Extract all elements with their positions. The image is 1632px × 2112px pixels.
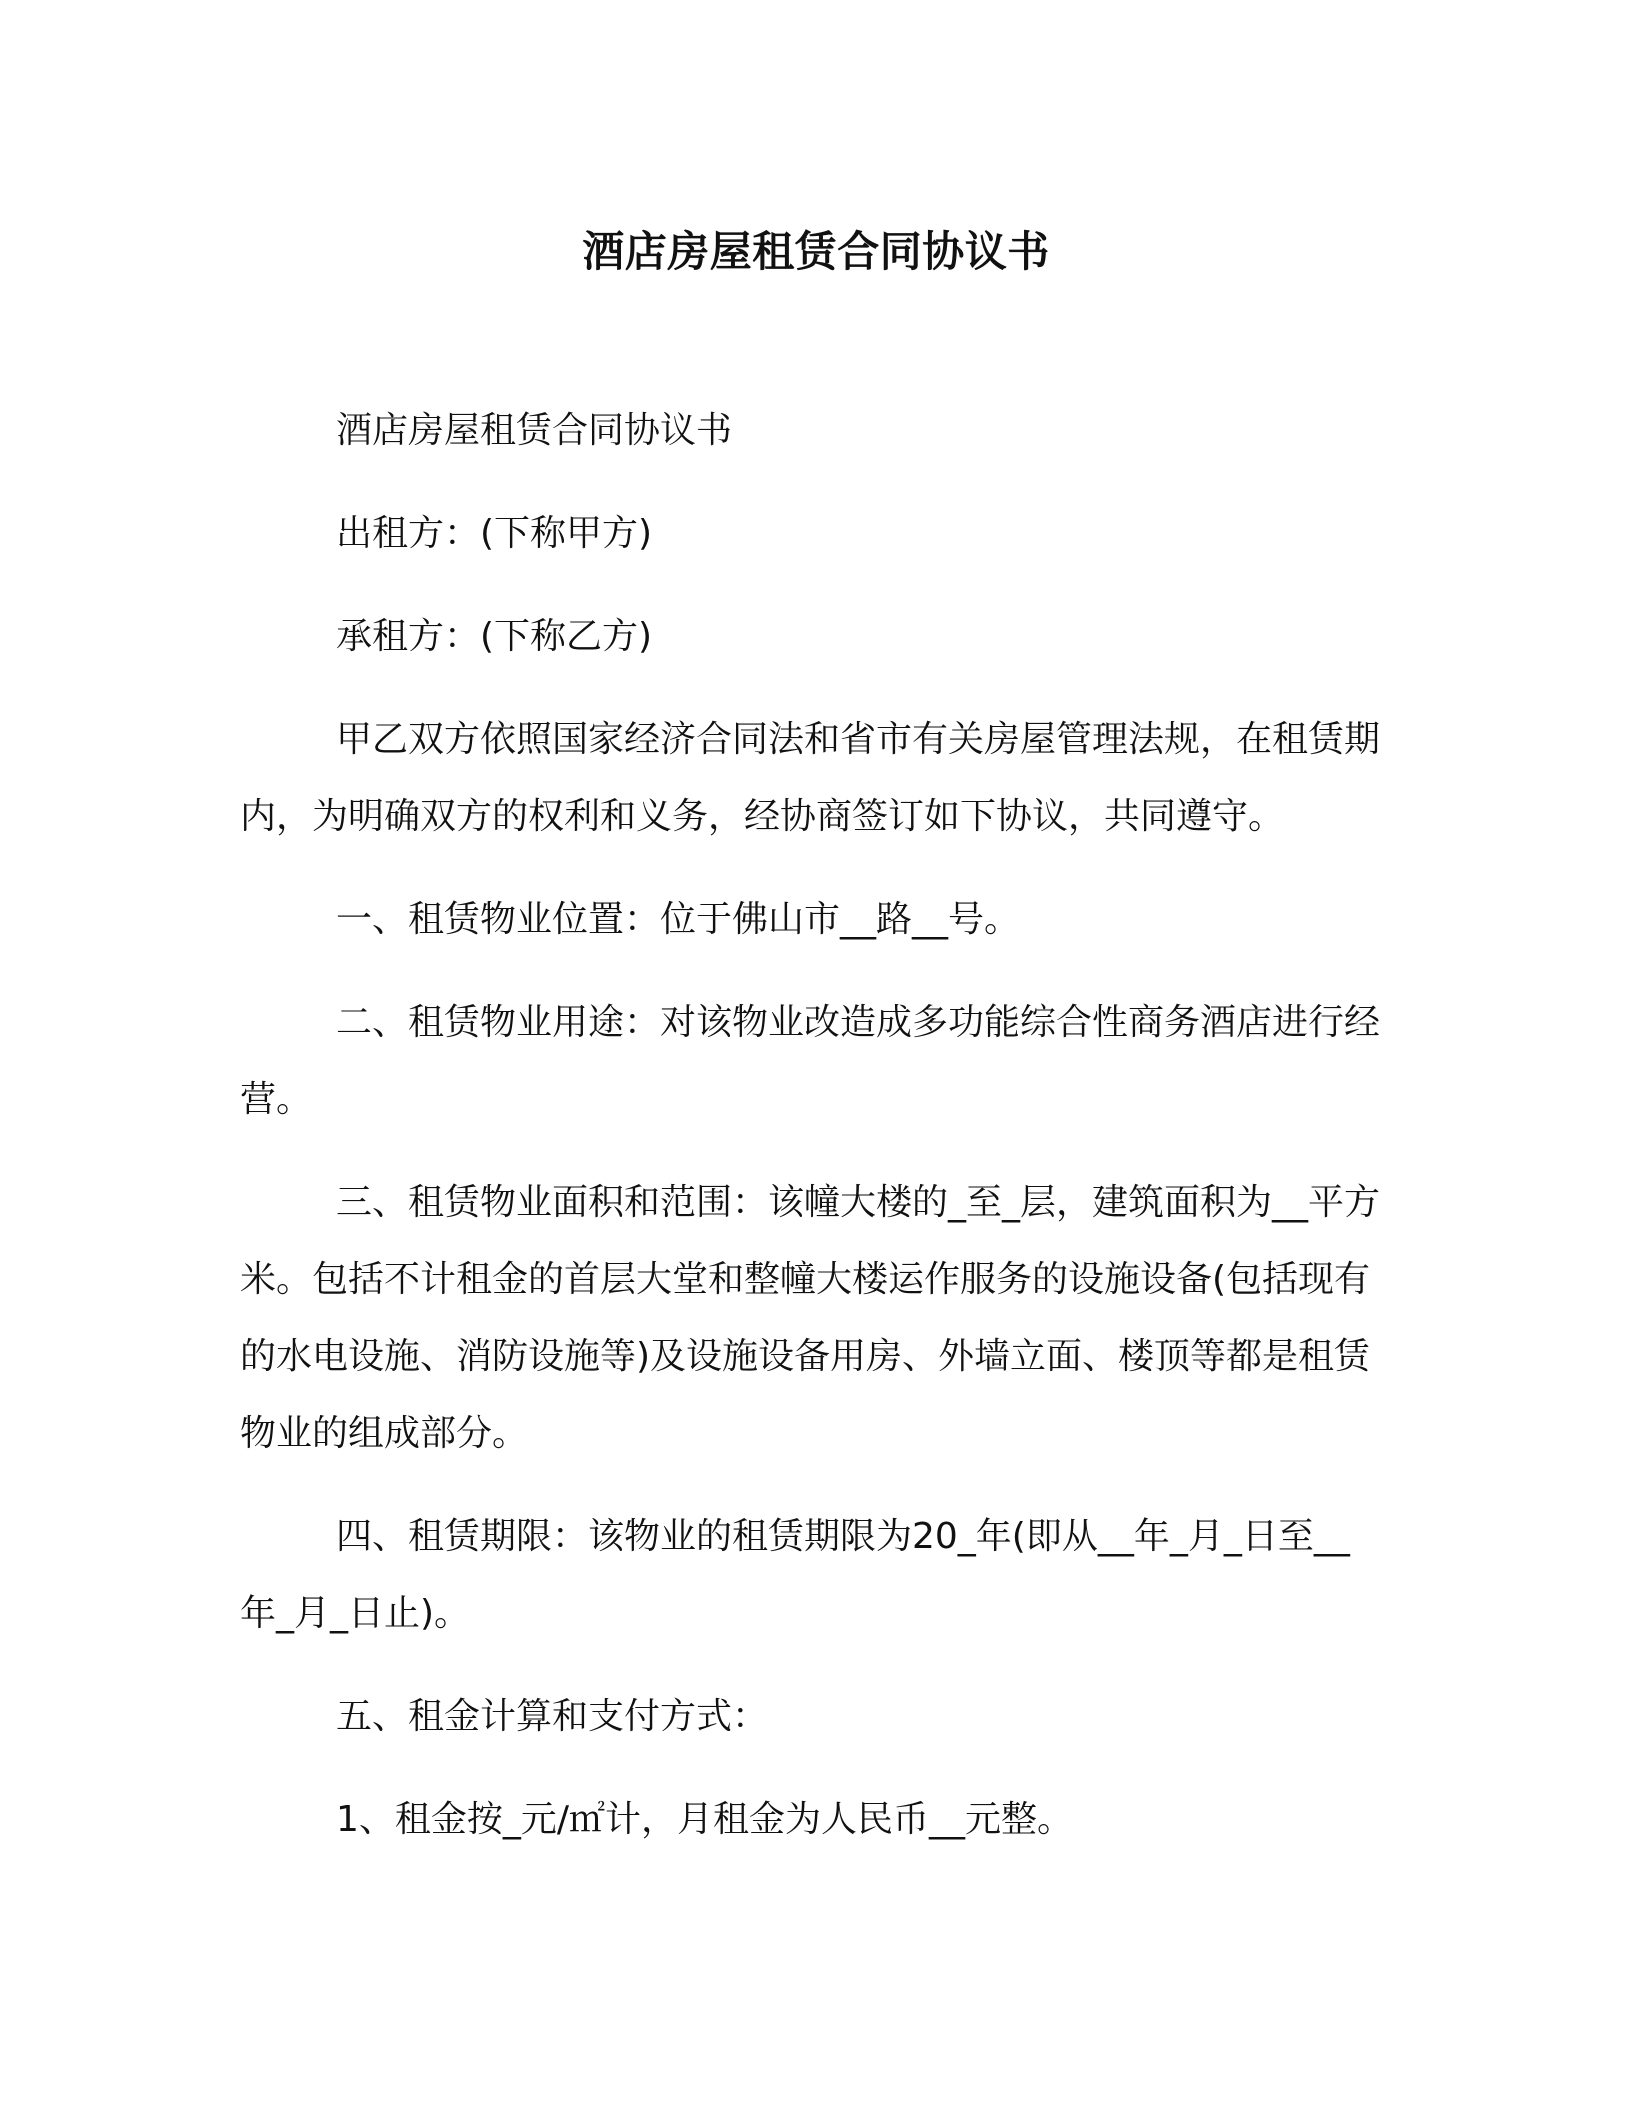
paragraph-clause-2-usage: 二、租赁物业用途：对该物业改造成多功能综合性商务酒店进行经营。 [240,1002,1381,1120]
paragraph-subtitle: 酒店房屋租赁合同协议书 [336,410,733,451]
paragraph-preamble: 甲乙双方依照国家经济合同法和省市有关房屋管理法规，在租赁期内，为明确双方的权利和义务，经协商签订如下协议，共同遵守。 [240,719,1381,837]
paragraph-lessee: 承租方：(下称乙方) [336,616,653,657]
page-title: 酒店房屋租赁合同协议书 [582,227,1050,276]
paragraph-clause-5-1-rent-rate: 1、租金按_元/㎡计，月租金为人民币__元整。 [336,1799,1074,1840]
paragraph-lessor: 出租方：(下称甲方) [336,513,653,554]
paragraph-clause-3-area: 三、租赁物业面积和范围：该幢大楼的_至_层，建筑面积为__平方米。包括不计租金的首层大堂和整幢大楼运作服务的设施设备(包括现有的水电设施、消防设施等)及设施设备用房、外墙立面、楼顶等都是租赁物业的组成部分。 [240,1182,1381,1454]
paragraph-clause-1-location: 一、租赁物业位置：位于佛山市__路__号。 [336,899,1021,940]
document-body [240,392,1380,1884]
paragraph-clause-4-term: 四、租赁期限：该物业的租赁期限为20_年(即从__年_月_日至__年_月_日止)。 [240,1516,1350,1634]
paragraph-clause-5-rent: 五、租金计算和支付方式： [336,1696,769,1737]
